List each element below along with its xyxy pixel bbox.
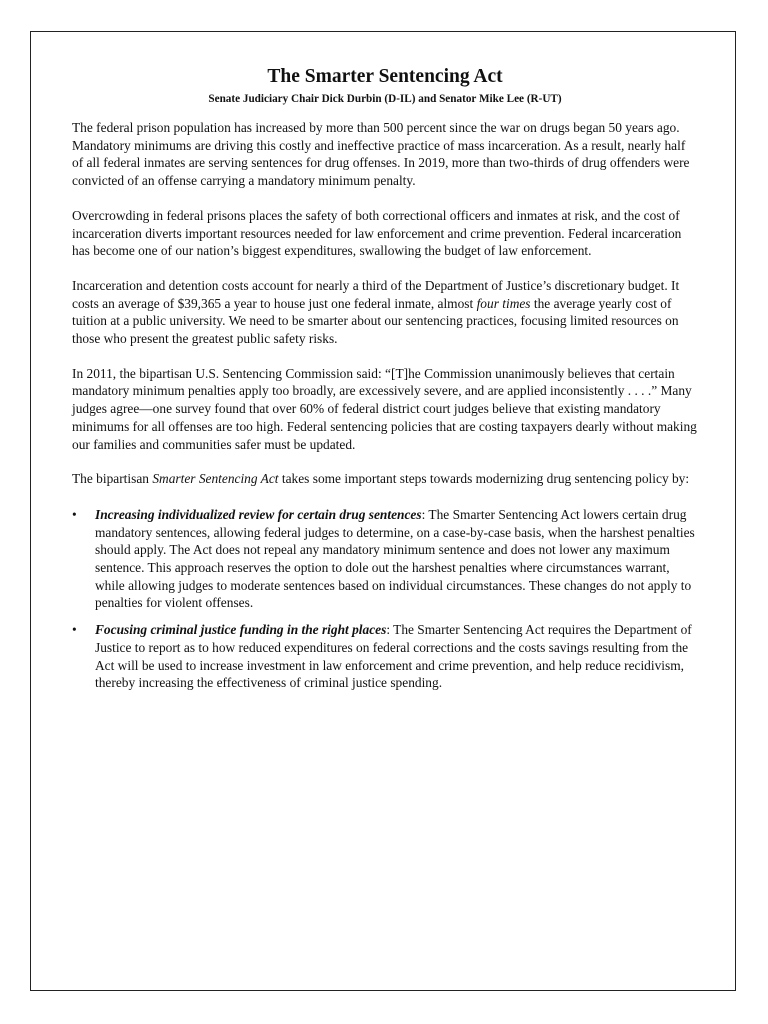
- paragraph-prison-population: The federal prison population has increased by more than 500 percent since the war on drugs began 50 years ago. Mandatory minimums are driving this costly and ineffective practice of mass incarceration. As a result, nearly half of all federal inmates are serving sentences for drug offenses. In 2019, more than two-thirds of drug offenders were convicted of an offense carrying a mandatory minimum penalty.: [72, 120, 690, 189]
- list-item: [72, 506, 698, 612]
- paragraph-sentencing-commission: In 2011, the bipartisan U.S. Sentencing Commission said: “[T]he Commission unanimously believes that certain mandatory minimum penalties apply too broadly, are excessively severe, and are applied inconsistently . . . .” Many judges agree—one survey found that over 60% of federal district court judges believe that existing mandatory minimums for all offenses are too high. Federal sentencing policies that are costing taxpayers dearly without making our families and communities safer must be updated.: [72, 365, 697, 452]
- paragraph-act-intro: [72, 470, 698, 488]
- paragraph-overcrowding: Overcrowding in federal prisons places the safety of both correctional officers and inmates at risk, and the cost of incarceration diverts important resources needed for law enforcement and crime prevention. Federal incarceration has become one of our nation’s biggest expenditures, swallowing the budget of law enforcement.: [72, 207, 682, 259]
- bullet-text: : The Smarter Sentencing Act requires the Department of Justice to report as to how reduced expenditures on federal corrections and the costs savings resulting from the Act will be used to increase investment in law enforcement and crime prevention, and help reduce recidivism, thereby increasing the effectiveness of criminal justice spending.: [95, 622, 692, 691]
- document-body: [72, 66, 698, 692]
- bullet-text: : The Smarter Sentencing Act lowers certain drug mandatory sentences, allowing federal judges to determine, on a case-by-case basis, when the harshest penalties should apply. The Act does not repeal any mandatory minimum sentence and does not lower any maximum sentence. This approach reserves the option to dole out the harshest penalties where circumstances warrant, while allowing judges to moderate sentences based on individual circumstances. These changes do not apply to penalties for violent offenses.: [95, 506, 695, 611]
- bullet-heading: Increasing individualized review for certain drug sentences: [95, 506, 422, 522]
- paragraph-incarceration-costs: [72, 277, 698, 348]
- emphasis-text: four times: [476, 295, 531, 311]
- document-subtitle: Senate Judiciary Chair Dick Durbin (D-IL) and Senator Mike Lee (R-UT): [208, 93, 562, 105]
- document-title: The Smarter Sentencing Act: [267, 66, 503, 87]
- list-item: [72, 621, 698, 692]
- bullet-icon: •: [72, 506, 77, 522]
- paragraph-text: the average yearly cost of tuition at a public university. We need to be smarter about our sentencing practices, focusing limited resources on those who present the greatest public safety risks.: [72, 295, 679, 347]
- bullet-list: [72, 506, 698, 692]
- act-name: Smarter Sentencing Act: [152, 471, 279, 487]
- bullet-icon: •: [72, 622, 77, 638]
- bullet-heading: Focusing criminal justice funding in the right places: [95, 622, 387, 638]
- paragraph-text: Incarceration and detention costs account for nearly a third of the Department of Justice’s discretionary budget. It costs an average of $39,365 a year to house just one federal inmate, almost: [72, 277, 680, 311]
- paragraph-text: The bipartisan: [72, 471, 153, 487]
- paragraph-text: takes some important steps towards modernizing drug sentencing policy by:: [278, 471, 690, 487]
